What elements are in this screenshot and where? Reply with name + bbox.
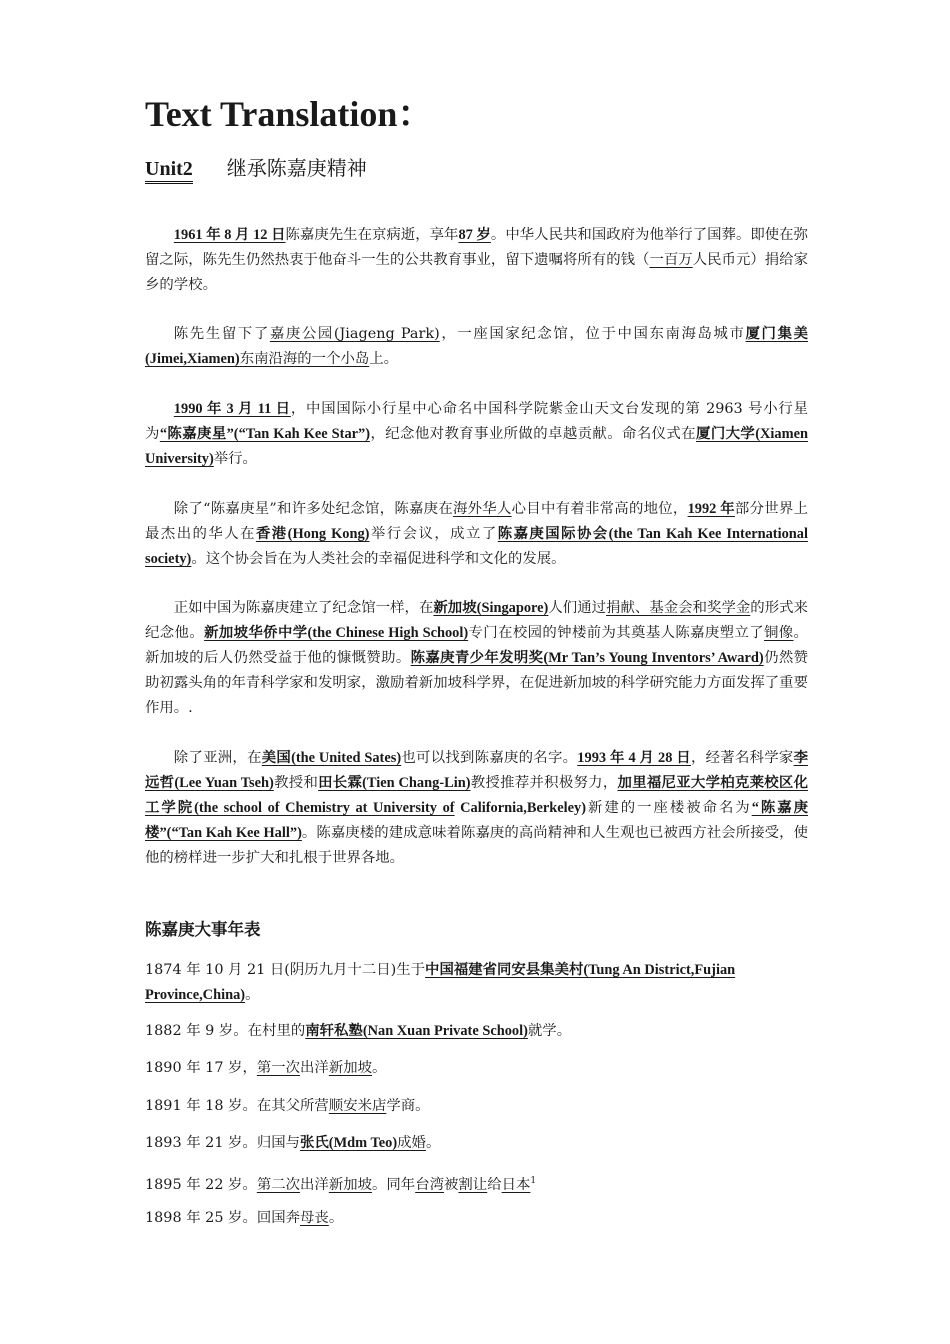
paragraph-2: 陈先生留下了嘉庚公园(Jiageng Park)，一座国家纪念馆，位于中国东南海岛城市厦门集美(Jimei,Xiamen)东南沿海的一个小岛上。 (145, 326, 808, 367)
footnote-marker: 1 (530, 1176, 537, 1186)
age-87: 87 岁 (458, 227, 491, 243)
overseas-chinese: 海外华人 (452, 501, 512, 517)
timeline-item-1893: 1893 年 21 岁。归国与张氏(Mdm Teo)成婚。 (145, 1135, 441, 1151)
bronze-statue: 铜像 (764, 625, 794, 641)
donations-foundations-scholarships: 捐献、基金会和奖学金 (606, 600, 751, 616)
date-1961: 1961 年 8 月 12 日 (173, 227, 286, 243)
timeline-item-1890: 1890 年 17 岁，第一次出洋新加坡。 (145, 1060, 387, 1076)
tan-kah-kee-hall: “陈嘉庚楼”(“Tan Kah Kee Hall”) (145, 800, 808, 841)
year-1992: 1992 年 (687, 501, 735, 517)
singapore: 新加坡(Singapore) (433, 600, 549, 616)
xiamen-university: 厦门大学(Xiamen University) (145, 426, 808, 467)
jiageng-park: 嘉庚公园(Jiageng Park) (269, 326, 440, 342)
paragraph-1: 1961 年 8 月 12 日陈嘉庚先生在京病逝，享年87 岁。中华人民共和国政府为他举行了国葬。即使在弥留之际，陈先生仍然热衷于他奋斗一生的公共教育事业，留下遗嘱将所有的钱（一百万人民币元）捐给家乡的学校。 (145, 227, 808, 293)
united-states: 美国(the United Sates) (261, 750, 402, 766)
timeline-item-1898: 1898 年 25 岁。回国奔母丧。 (145, 1210, 344, 1226)
hong-kong: 香港(Hong Kong) (255, 526, 370, 542)
tien-chang-lin: 田长霖(Tien Chang-Lin) (318, 775, 471, 791)
unit-heading (145, 154, 367, 183)
page-title: Text Translation： (145, 94, 434, 134)
unit-title: 继承陈嘉庚精神 (226, 156, 367, 180)
small-island: 东南沿海的一个小岛 (239, 351, 370, 367)
uc-berkeley-chemistry: 加里福尼亚大学柏克莱校区化工学院(the school of Chemistry at University of (145, 775, 808, 816)
unit-number: Unit2 (145, 158, 193, 184)
tan-kah-kee-star: “陈嘉庚星”(“Tan Kah Kee Star”) (159, 426, 371, 442)
paragraph-6: 除了亚洲，在美国(the United Sates)也可以找到陈嘉庚的名字。1993 年 4 月 28 日，经著名科学家李远哲(Lee Yuan Tseh)教授和田长霖(Tien Chang-Lin)教授推荐并积极努力，加里福尼亚大学柏克莱校区化工学院(the school of Chemistry at University of California,Berkeley)新建的一座楼被命名为“陈嘉庚楼”(“Tan Kah Kee Hall”)。陈嘉庚楼的建成意味着陈嘉庚的高尚精神和人生观也已被西方社会所接受，使他的榜样进一步扩大和扎根于世界各地。 (145, 750, 808, 866)
tan-kah-kee-international-society: 陈嘉庚国际协会(the Tan Kah Kee International society) (145, 526, 808, 567)
timeline-item-1895: 1895 年 22 岁。第二次出洋新加坡。同年台湾被割让给日本$^1$ (145, 1176, 537, 1193)
timeline-title: 陈嘉庚大事年表 (145, 920, 261, 939)
timeline-item-1891: 1891 年 18 岁。在其父所营顺安米店学商。 (145, 1098, 430, 1114)
chinese-high-school: 新加坡华侨中学(the Chinese High School) (204, 625, 469, 641)
lee-yuan-tseh: 李远哲(Lee Yuan Tseh) (145, 750, 808, 791)
paragraph-3: 1990 年 3 月 11 日，中国国际小行星中心命名中国科学院紫金山天文台发现的第 2963 号小行星为“陈嘉庚星”(“Tan Kah Kee Star”)，纪念他对教育事业所做的卓越贡献。命名仪式在厦门大学(Xiamen University)举行。 (145, 401, 809, 467)
timeline-item-1874: 1874 年 10 月 21 日(阴历九月十二日)生于中国福建省同安县集美村(Tung An District,Fujian Province,China)。 (145, 962, 736, 1003)
jimei-xiamen: 厦门集美(Jimei,Xiamen) (145, 326, 808, 367)
young-inventors-award: 陈嘉庚青少年发明奖(Mr Tan’s Young Inventors’ Award) (410, 650, 764, 666)
date-1990: 1990 年 3 月 11 日 (173, 401, 291, 417)
timeline-item-1882: 1882 年 9 岁。在村里的南轩私塾(Nan Xuan Private School)就学。 (145, 1023, 572, 1039)
one-million: 一百万 (649, 252, 693, 268)
paragraph-4: 除了“陈嘉庚星”和许多处纪念馆，陈嘉庚在海外华人心目中有着非常高的地位，1992 年部分世界上最杰出的华人在香港(Hong Kong)举行会议，成立了陈嘉庚国际协会(the Tan Kah Kee International society)。这个协会旨在为人类社会的幸福促进科学和文化的发展。 (145, 501, 808, 567)
date-1993: 1993 年 4 月 28 日 (577, 750, 691, 766)
paragraph-5: 正如中国为陈嘉庚建立了纪念馆一样，在新加坡(Singapore)人们通过捐献、基金会和奖学金的形式来纪念他。新加坡华侨中学(the Chinese High School)专门在校园的钟楼前为其奠基人陈嘉庚塑立了铜像。新加坡的后人仍然受益于他的慷慨赞助。陈嘉庚青少年发明奖(Mr Tan’s Young Inventors’ Award)仍然赞助初露头角的年青科学家和发明家，激励着新加坡科学界，在促进新加坡的科学研究能力方面发挥了重要作用。. (145, 600, 808, 716)
